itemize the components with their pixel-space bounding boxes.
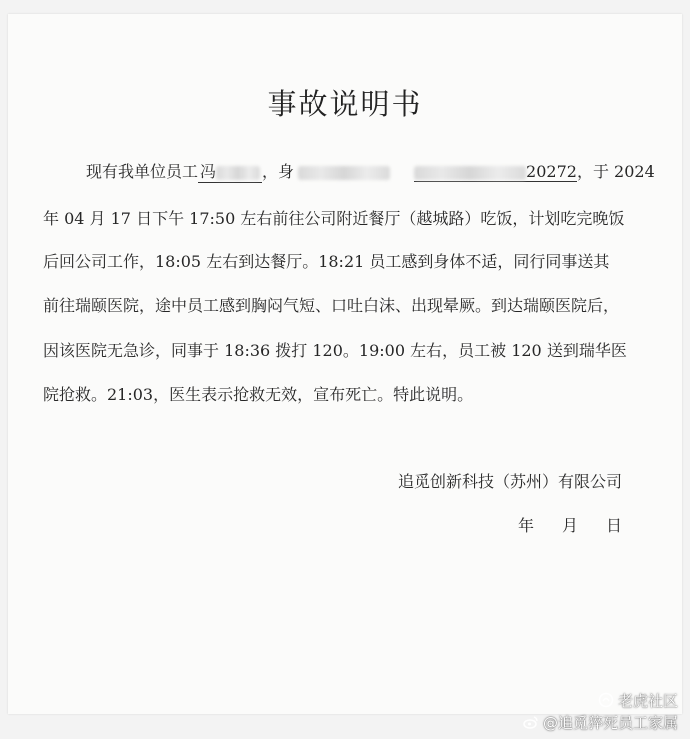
paragraph-line-1 [86,159,655,183]
paragraph-line-4: 前往瑞颐医院，途中员工感到胸闷气短、口吐白沫、出现晕厥。到达瑞颐医院后， [43,296,620,315]
date-year: 年 [517,516,534,535]
date-line [490,513,622,536]
id-tail-text: 20272 [526,162,577,181]
paragraph-line-6: 院抢救。21:03，医生表示抢救无效，宣布死亡。特此说明。 [43,385,474,404]
paragraph-line-5: 因该医院无急诊，同事于 18:36 拨打 120。19:00 左右，员工被 120 送到瑞华医 [43,341,627,360]
line1-suffix: ，于 2024 [576,162,655,181]
name-visible-text: 冯 [200,162,217,181]
id-label-redaction-blur [298,166,390,180]
id-number-redaction-blur [414,166,526,180]
name-redaction-blur [216,166,260,180]
redacted-id-field [414,162,577,182]
redacted-name-field [198,159,262,183]
site-watermark-text: 老虎社区 [617,692,678,710]
date-day: 日 [605,516,622,535]
site-watermark [598,690,678,711]
line1-mid: ，身 [262,162,295,181]
document-title: 事故说明书 [267,87,423,121]
weibo-watermark [523,712,678,733]
weibo-handle-text: @追觅猝死员工家属 [542,714,678,732]
tiger-logo-icon [598,692,614,708]
paragraph-line-2: 年 04 月 17 日下午 17:50 左右前往公司附近餐厅（越城路）吃饭，计划吃完晚饭 [43,209,625,228]
paragraph-line-3: 后回公司工作，18:05 左右到达餐厅。18:21 员工感到身体不适，同行同事送其 [43,252,610,271]
weibo-logo-icon [523,714,539,730]
company-signature: 追觅创新科技（苏州）有限公司 [397,472,622,491]
line1-prefix: 现有我单位员工 [86,162,199,181]
date-month: 月 [561,516,578,535]
